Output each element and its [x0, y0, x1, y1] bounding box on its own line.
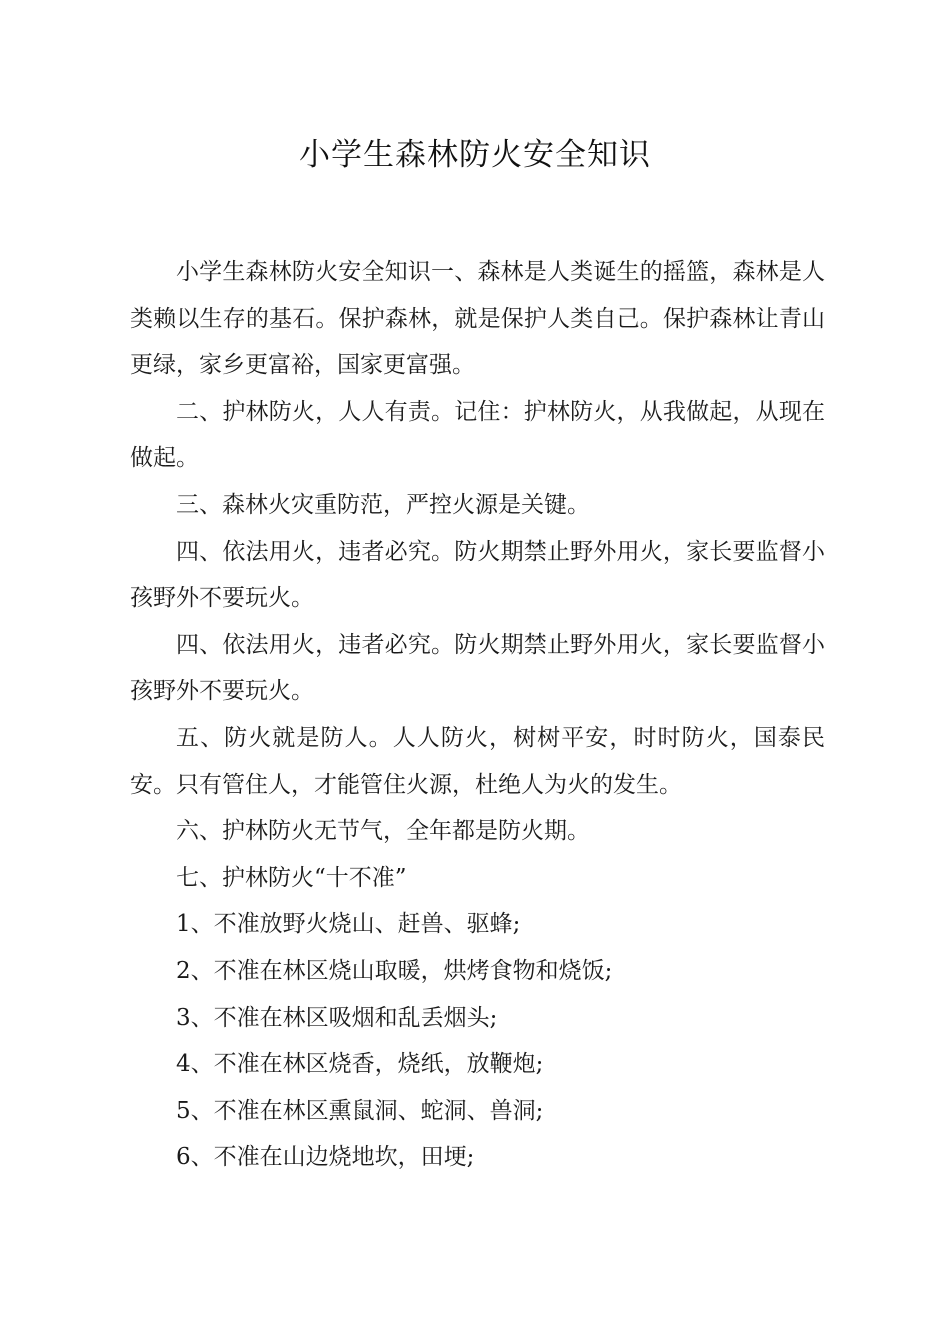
- paragraph: 四、依法用火，违者必究。防火期禁止野外用火，家长要监督小孩野外不要玩火。: [130, 631, 825, 705]
- paragraph: 七、护林防火“十不准”: [176, 864, 407, 891]
- list-item: 2、不准在林区烧山取暖，烘烤食物和烧饭;: [176, 957, 613, 984]
- paragraph: 五、防火就是防人。人人防火，树树平安，时时防火，国泰民安。只有管住人，才能管住火源，杜绝人为火的发生。: [130, 724, 825, 798]
- paragraph: 三、森林火灾重防范，严控火源是关键。: [176, 491, 590, 518]
- document-title: 小学生森林防火安全知识: [299, 137, 651, 173]
- paragraph: 小学生森林防火安全知识一、森林是人类诞生的摇篮，森林是人类赖以生存的基石。保护森林，就是保护人类自己。保护森林让青山更绿，家乡更富裕，国家更富强。: [130, 259, 825, 379]
- list-item: 4、不准在林区烧香，烧纸，放鞭炮;: [176, 1051, 544, 1078]
- list-item: 1、不准放野火烧山、赶兽、驱蜂;: [176, 911, 521, 938]
- list-item: 5、不准在林区熏鼠洞、蛇洞、兽洞;: [176, 1097, 544, 1124]
- document-body: [130, 249, 825, 1181]
- paragraph: 六、护林防火无节气，全年都是防火期。: [176, 818, 590, 845]
- list-item: 3、不准在林区吸烟和乱丢烟头;: [176, 1004, 498, 1031]
- paragraph: 二、护林防火，人人有责。记住：护林防火，从我做起，从现在做起。: [130, 398, 825, 472]
- list-item: 6、不准在山边烧地坎，田埂;: [176, 1144, 475, 1171]
- paragraph: 四、依法用火，违者必究。防火期禁止野外用火，家长要监督小孩野外不要玩火。: [130, 538, 825, 612]
